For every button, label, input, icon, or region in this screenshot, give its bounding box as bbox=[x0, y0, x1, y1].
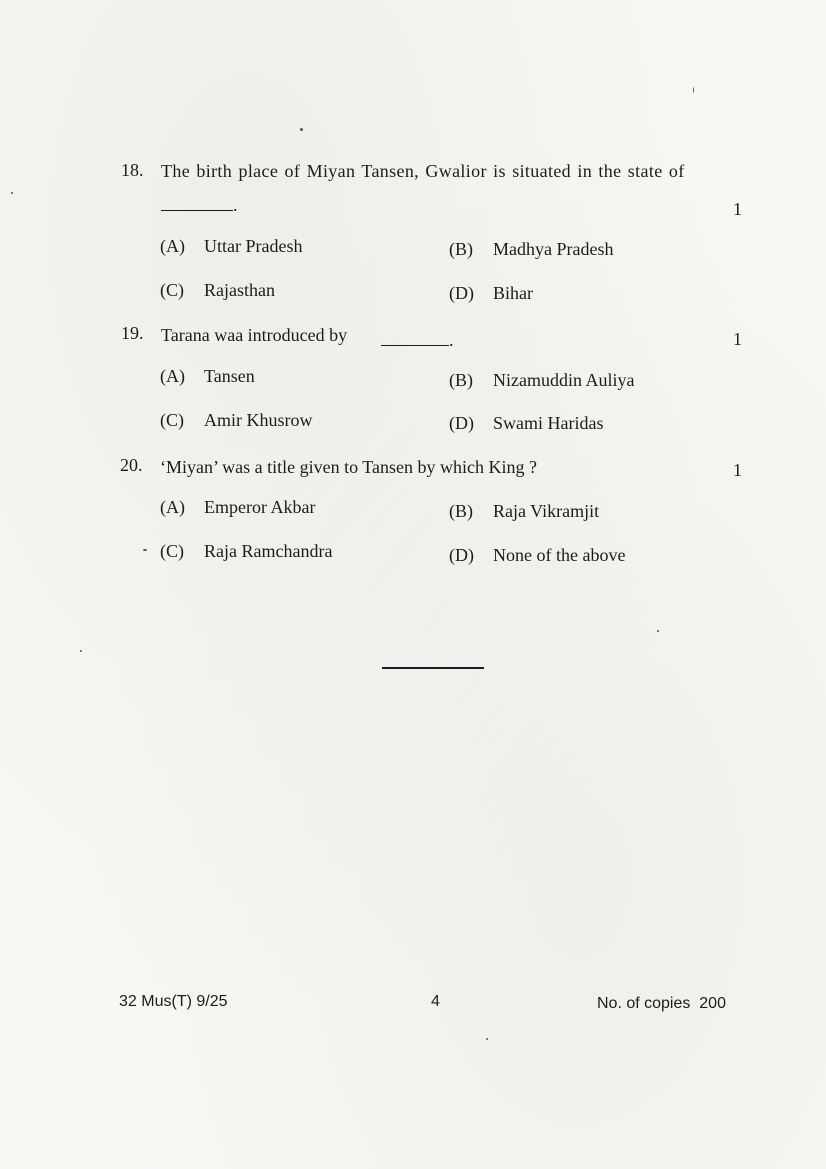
answer-blank-line bbox=[161, 192, 238, 216]
option-letter: (C) bbox=[160, 410, 184, 430]
scan-speck bbox=[300, 128, 303, 131]
question-number: 19. bbox=[121, 323, 144, 343]
question-number: 18. bbox=[121, 160, 144, 180]
blank-period: . bbox=[233, 195, 238, 215]
option-b bbox=[449, 239, 613, 260]
option-letter: (B) bbox=[449, 239, 473, 259]
option-letter: (D) bbox=[449, 283, 474, 303]
answer-blank-line bbox=[381, 327, 454, 351]
page-number: 4 bbox=[431, 993, 440, 1010]
option-d bbox=[449, 413, 603, 434]
scan-speck bbox=[143, 549, 147, 551]
scan-speck bbox=[486, 1038, 488, 1040]
end-of-paper-rule bbox=[382, 667, 484, 669]
option-text: Raja Ramchandra bbox=[204, 541, 333, 561]
scan-speck bbox=[11, 192, 13, 194]
scan-speck bbox=[657, 630, 659, 632]
option-letter: (B) bbox=[449, 501, 473, 521]
option-letter: (D) bbox=[449, 545, 474, 565]
option-letter: (C) bbox=[160, 280, 184, 300]
option-text: Tansen bbox=[204, 366, 255, 386]
option-a bbox=[160, 497, 315, 518]
question-marks: 1 bbox=[733, 329, 742, 349]
option-c bbox=[160, 410, 313, 431]
option-text: Nizamuddin Auliya bbox=[493, 370, 635, 390]
option-text: Swami Haridas bbox=[493, 413, 604, 433]
option-d bbox=[449, 545, 625, 566]
option-letter: (C) bbox=[160, 541, 184, 561]
paper-code: 32 Mus(T) 9/25 bbox=[119, 993, 228, 1010]
option-text: Emperor Akbar bbox=[204, 497, 316, 517]
option-letter: (B) bbox=[449, 370, 473, 390]
question-marks: 1 bbox=[733, 199, 742, 219]
option-text: None of the above bbox=[493, 545, 626, 565]
option-text: Rajasthan bbox=[204, 280, 275, 300]
option-b bbox=[449, 370, 634, 391]
question-text: Tarana waa introduced by bbox=[161, 325, 348, 345]
option-letter: (D) bbox=[449, 413, 474, 433]
option-letter: (A) bbox=[160, 366, 185, 386]
question-text: The birth place of Miyan Tansen, Gwalior is situated in the state of bbox=[161, 161, 685, 181]
option-c bbox=[160, 541, 332, 562]
question-text: ‘Miyan’ was a title given to Tansen by which King ? bbox=[160, 457, 537, 477]
option-c bbox=[160, 280, 275, 301]
option-letter: (A) bbox=[160, 497, 185, 517]
option-text: Raja Vikramjit bbox=[493, 501, 600, 521]
option-text: Bihar bbox=[493, 283, 533, 303]
option-d bbox=[449, 283, 533, 304]
scan-speck bbox=[80, 650, 82, 652]
option-text: Madhya Pradesh bbox=[493, 239, 614, 259]
option-a bbox=[160, 366, 255, 387]
question-number: 20. bbox=[120, 455, 143, 475]
blank-period: . bbox=[449, 330, 454, 350]
option-letter: (A) bbox=[160, 236, 185, 256]
option-a bbox=[160, 236, 302, 257]
question-marks: 1 bbox=[733, 460, 742, 480]
scan-speck bbox=[693, 87, 694, 93]
copies-count: No. of copies 200 bbox=[597, 995, 726, 1012]
option-b bbox=[449, 501, 599, 522]
option-text: Uttar Pradesh bbox=[204, 236, 303, 256]
option-text: Amir Khusrow bbox=[204, 410, 313, 430]
